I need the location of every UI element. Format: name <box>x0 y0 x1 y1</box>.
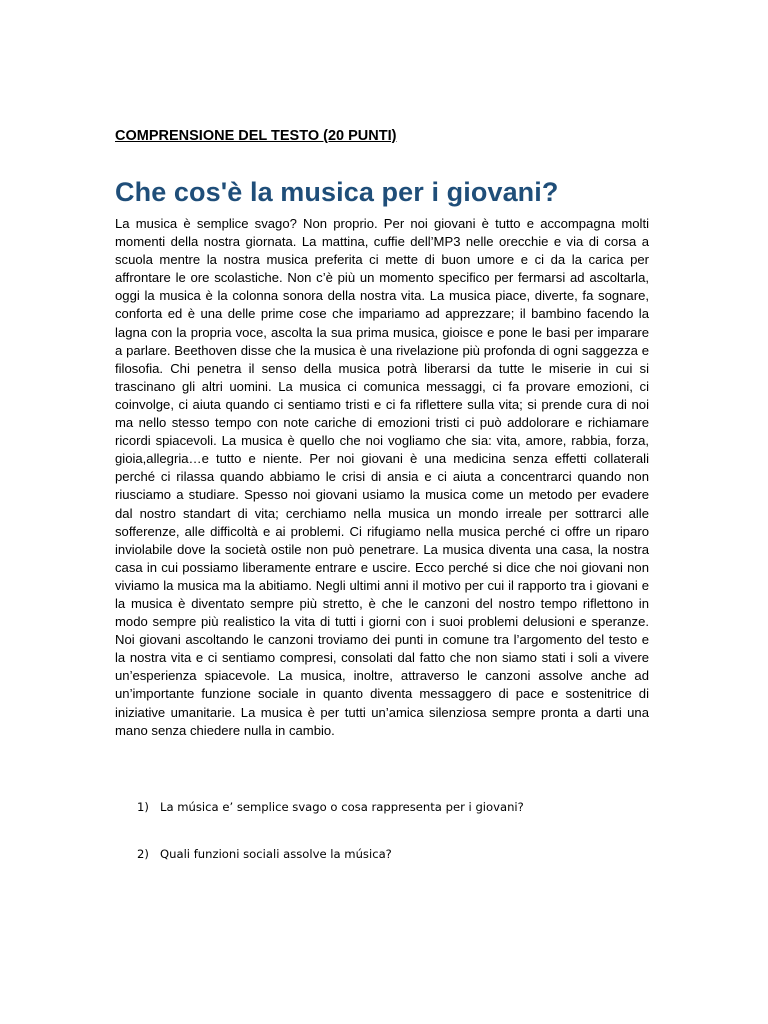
question-item <box>137 797 524 817</box>
question-number: 1) <box>137 800 149 814</box>
article-title: Che cos'è la musica per i giovani? <box>115 177 559 207</box>
question-list <box>137 797 524 864</box>
question-text: Quali funzioni sociali assolve la música? <box>160 847 392 861</box>
section-heading: COMPRENSIONE DEL TESTO (20 PUNTI) <box>115 128 397 144</box>
article-body: La musica è semplice svago? Non proprio. Per noi giovani è tutto e accompagna molti momenti della nostra giornata. La mattina, cuffie dell’MP3 nelle orecchie e via di corsa a scuola mentre la nostra musica preferita ci mette di buon umore e ci da la carica per affrontare le ore scolastiche. Non c’è più un momento specifico per fermarsi ad ascoltarla, oggi la musica è la colonna sonora della nostra vita. La musica piace, diverte, fa sognare, conforta ed è una delle prime cose che impariamo ad apprezzare; il bambino facendo la lagna con la propria voce, ascolta la sua prima musica, gioisce e pone le basi per imparare a parlare. Beethoven disse che la musica è una rivelazione più profonda di ogni saggezza e filosofia. Chi penetra il senso della musica potrà liberarsi da tutte le miserie in cui si trascinano gli altri uomini. La musica ci comunica messaggi, ci fa provare emozioni, ci coinvolge, ci aiuta quando ci sentiamo tristi e ci fa riflettere sulla vita; si prende cura di noi ma nello stesso tempo con note cariche di emozioni tristi ci può addolorare e richiamare ricordi spiacevoli. La musica è quello che noi vogliamo che sia: vita, amore, rabbia, forza, gioia,allegria…e tutto e niente. Per noi giovani è una medicina senza effetti collaterali perché ci rilassa quando abbiamo le crisi di ansia e ci aiuta a concentrarci quando non riusciamo a studiare. Spesso noi giovani usiamo la musica come un metodo per evadere dal nostro standart di vita; cerchiamo nella musica un mondo irreale per sottrarci alle sofferenze, alle difficoltà e ai problemi. Ci rifugiamo nella musica perché ci offre un riparo inviolabile dove la società ostile non può penetrare. La musica diventa una casa, la nostra casa in cui possiamo liberamente entrare e uscire. Ecco perché si dice che noi giovani non viviamo la musica ma la abitiamo. Negli ultimi anni il motivo per cui il rapporto tra i giovani e la musica è diventato sempre più stretto, è che le canzoni del nostro tempo riflettono in modo sempre più realistico la vita di tutti i giorni con i suoi problemi delusioni e speranze. Noi giovani ascoltando le canzoni troviamo dei punti in comune tra l’argomento del testo e la nostra vita e ci sentiamo compresi, consolati dal fatto che non siamo stati i soli a vivere un’esperienza spiacevole. La musica, inoltre, attraverso le canzoni assolve anche ad un’importante funzione sociale in quanto diventa messaggero di pace e sostenitrice di iniziative umanitarie. La musica è per tutti un’amica silenziosa sempre pronta a darti una mano senza chiedere nulla in cambio. <box>115 216 649 738</box>
question-item <box>137 844 524 864</box>
question-number: 2) <box>137 847 149 861</box>
question-text: La música e’ semplice svago o cosa rappresenta per i giovani? <box>160 800 524 814</box>
